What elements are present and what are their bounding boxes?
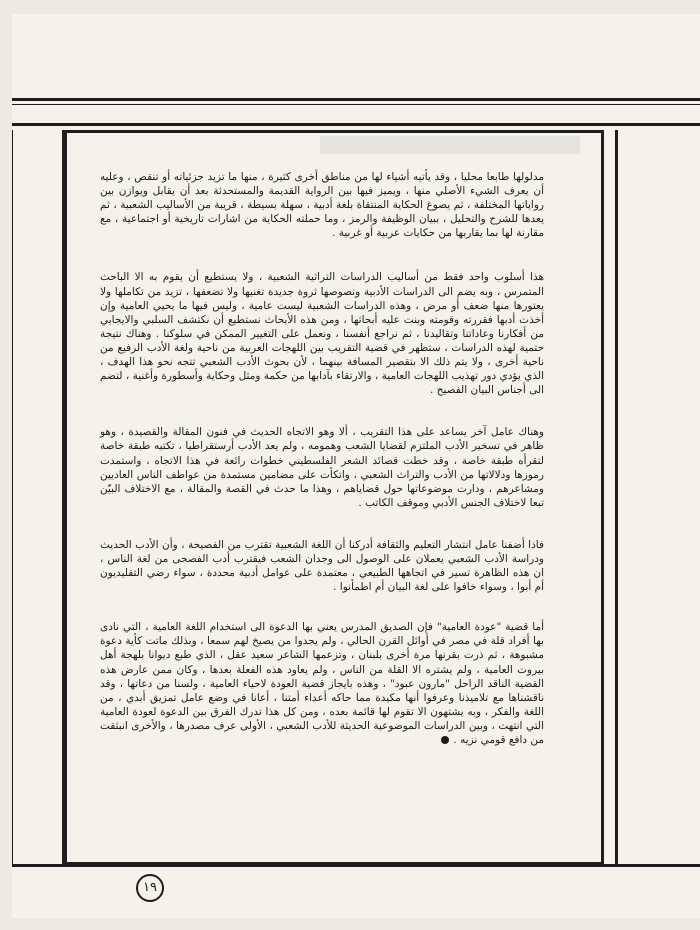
top-rule-thick (12, 98, 700, 101)
header-rule (12, 123, 700, 126)
paragraph-4: فاذا أضفنا عامل انتشار التعليم والثقافة أدركنا أن اللغة الشعبية تقترب من الفصيحة ، وأن الأدب الحديث ودراسة الأدب الشعبي يعملان على الوصول الى وجدان الشعب فيقترب أدب الفصحى من لغة الناس ، ان هذه الظاهرة تسير في اتجاهها الطبيعي ، معتمدة على عوامل أدبية محددة ، سواء رضي التقليديون أم أبوا ، وسواء خافوا على لغة البيان أم اطمأنوا . (100, 538, 544, 594)
end-mark-icon (441, 736, 449, 744)
left-margin-column (12, 130, 64, 865)
paragraph-2: هذا أسلوب واحد فقط من أساليب الدراسات التراثية الشعبية ، ولا يستطيع أن يقوم به الا الباحث المتمرس ، وبه يضم الى الدراسات الأدبية ونصوصها ثروة جديدة تغنيها ولا تضعفها ، تزيد من تكاملها ولا يعتورها منها ضعف أو مرض ، وهذه الدراسات الشعبية ليست عامية ، وليس فيها ما يحيي العامية وإن أخذت أدبها فقررته وقومته وبنت عليه أبحاثها ، ومن هذه الأبحاث نستطيع أن نكتشف السلبي والايجابي من أفكارنا وعاداتنا وتقاليدنا ، ثم نراجع أنفسنا ، ونعمل على التغيير الممكن في سلوكنا . وهناك نتيجة حتمية لهذه الدراسات ، ستظهر في قضية التقريب بين اللهجات العربية من ناحية ولغة الأدب الرفيع من ناحية أخرى ، ولا يتم ذلك الا بتقصير المسافة بينهما ، لأن بحوث الأدب الشعبي تتجه نحو هذا الهدف ، الذي يؤدي دور تهذيب اللهجات العامية ، والارتقاء بآدابها من حكمة ومثل وحكاية وأسطورة وأغنية ، لتضم الى أجناس البيان الفصيح . (100, 271, 544, 397)
paragraph-1: مدلولها طابعا محليا ، وقد يأتيه أشياء لها من مناطق أخرى كثيرة ، منها ما تزيد جزئياته أو تنقص ، وعليه أن يعرف الشيء الأصلي منها ، ويميز فيها بين الرواية القديمة والمستحدثة بعد أن يقابل ويوازن بين رواياتها المختلفة ، ثم يصوغ الحكاية المنتقاة بلغة أدبية ، سهلة بسيطة ، قريبة من الأساليب الشعبية ، ثم يعدها للشرح والتحليل ، ببيان الوظيفة والرمز ، وما حملته الحكاية من اشارات تاريخية أو اجتماعية ، مع مقارنة لها بما يقاربها من حكايات عربية أو غربية . (100, 171, 544, 240)
top-rule-thin (12, 104, 700, 105)
paragraph-5-text: أما قضية "عودة العامية" فإن الصديق المدرس يعني بها الدعوة الى استخدام اللغة العامية ، التي نادى بها أفراد قلة في مصر في أوائل القرن الحالي ، ولم يجدوا من يصيخ لهم سمعا ، وبذلك ماتت كأية دعوة مشبوهة ، ثم ذرت بقرنها مرة أخرى بلبنان ، وتزعمها الشاعر سعيد عقل ، الذي طبع ديوانا بلهجة أهل بيروت العامية ، ولم يشتره الا القلة من الناس ، ولم يعاود هذه الفعلة بعدها ، وكان ممن عارض هذه القضية الناقد الراحل "مارون عبود" ، وهذه بايجاز قضية العودة لاحياء العامية ، ولسنا من دعاتها ، وقد ناقشناها مع تلاميذنا وعرفوا أنها مكيدة مما حاكه أعداء أمتنا ، أعانا في وضع عامل تمزيق أبدي ، من اللغة والفكر ، وبه يشتهون الا تقوم لها قائمة بعده ، ومن كل هذا تدرك الفرق بين الدعوة لعودة العامية التي انتهت ، وبين الدراسات الموضوعية الحديثة للأدب الشعبي ، الأولى عرف مصدرها ، والأخرى انبثقت من دافع قومي نزيه . (100, 621, 544, 746)
paragraph-5 (100, 620, 544, 747)
paragraph-3: وهناك عامل آخر يساعد على هذا التقريب ، ألا وهو الاتجاه الحديث في فنون المقالة والقصيدة ، وهو ظاهر في تسخير الأدب الملتزم لقضايا الشعب وهمومه ، ولم يعد الأدب أرستقراطيا ، تكتبه طبقة خاصة لتقرأه طبقة خاصة ، وقد خطت قصائد الشعر الفلسطيني خطوات رائعة في هذا الاتجاه ، واستمدت رموزها ودلالاتها من الأدب والتراث الشعبي ، واتكأت على مضامين مستمدة من عواطف الناس العاديين ومشاعرهم ، ودارت موضوعاتها حول قضاياهم ، وهذا ما حدث في القصة والمقالة ، مع الاختلاف البيّن تبعا لاختلاف الجنس الأدبي وموقف الكاتب . (100, 426, 544, 509)
right-margin-column (604, 130, 618, 865)
page-number: ١٩ (136, 874, 164, 902)
article-body (100, 170, 544, 850)
